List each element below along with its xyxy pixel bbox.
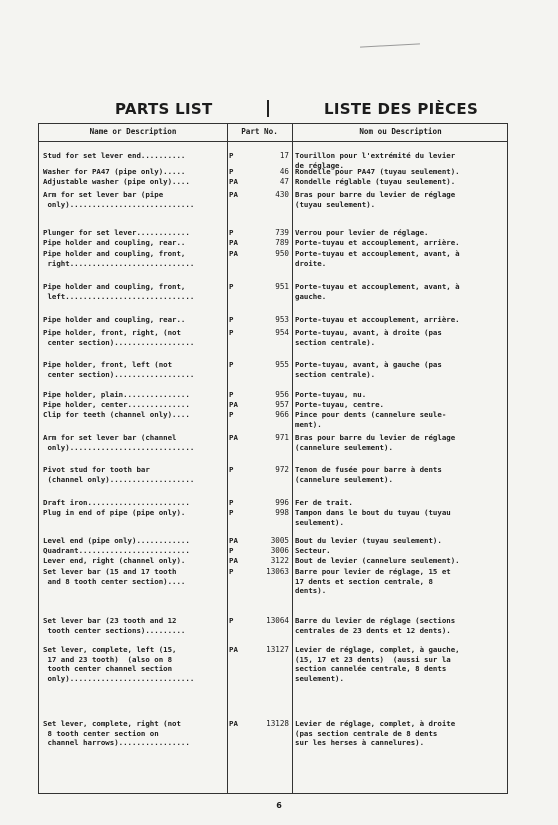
part-name-en: Arm for set lever bar (channel only)............................ bbox=[43, 433, 195, 452]
part-name-fr: Porte-tuyau, avant, à gauche (pas section centrale). bbox=[295, 360, 442, 379]
title-divider bbox=[267, 100, 269, 117]
part-prefix: P bbox=[229, 465, 234, 474]
part-prefix: PA bbox=[229, 177, 238, 186]
part-name-en: Pipe holder and coupling, rear.. bbox=[43, 315, 186, 324]
part-name-fr: Bras pour barre du levier de réglage (tuyau seulement). bbox=[295, 190, 456, 209]
part-name-fr: Porte-tuyau et accouplement, avant, à gauche. bbox=[295, 282, 460, 301]
part-name-en: Pipe holder, center.............. bbox=[43, 400, 190, 409]
part-prefix: P bbox=[229, 508, 234, 517]
part-prefix: P bbox=[229, 546, 234, 555]
part-prefix: P bbox=[229, 282, 234, 291]
part-name-fr: Pince pour dents (cannelure seule- ment). bbox=[295, 410, 447, 429]
part-name-en: Pivot stud for tooth bar (channel only)................... bbox=[43, 465, 195, 484]
part-name-fr: Bras pour barre du levier de réglage (cannelure seulement). bbox=[295, 433, 456, 452]
part-name-en: Plunger for set lever............ bbox=[43, 228, 190, 237]
part-name-fr: Barre du levier de réglage (sections centrales de 23 dents et 12 dents). bbox=[295, 616, 456, 635]
part-number: 3005 bbox=[270, 536, 289, 545]
part-name-en: Pipe holder and coupling, rear.. bbox=[43, 238, 186, 247]
parts-table bbox=[38, 123, 508, 794]
header-divider bbox=[39, 141, 507, 142]
part-number: 971 bbox=[275, 433, 289, 442]
part-name-fr: Tenon de fusée pour barre à dents (cannelure seulement). bbox=[295, 465, 442, 484]
part-number: 953 bbox=[275, 315, 289, 324]
part-name-en: Pipe holder, plain............... bbox=[43, 390, 190, 399]
part-number: 950 bbox=[275, 249, 289, 258]
column-divider bbox=[292, 124, 293, 793]
part-number: 13064 bbox=[266, 616, 289, 625]
part-name-fr: Bout du levier (tuyau seulement). bbox=[295, 536, 442, 545]
column-header-nom: Nom ou Description bbox=[359, 127, 442, 136]
part-name-fr: Fer de trait. bbox=[295, 498, 353, 507]
page-number: 6 bbox=[276, 801, 282, 810]
scan-mark bbox=[360, 43, 420, 47]
part-name-en: Set lever, complete, left (15, 17 and 23 tooth) (also on 8 tooth center channel section only)............................ bbox=[43, 645, 195, 683]
part-name-fr: Porte-tuyau, centre. bbox=[295, 400, 384, 409]
part-number: 430 bbox=[275, 190, 289, 199]
part-prefix: PA bbox=[229, 400, 238, 409]
part-name-en: Arm for set lever bar (pipe only)............................ bbox=[43, 190, 195, 209]
part-prefix: PA bbox=[229, 190, 238, 199]
part-name-en: Quadrant......................... bbox=[43, 546, 190, 555]
part-name-en: Draft iron....................... bbox=[43, 498, 190, 507]
title-french: LISTE DES PIÈCES bbox=[324, 100, 479, 118]
part-prefix: PA bbox=[229, 719, 238, 728]
part-name-en: Set lever bar (15 and 17 tooth and 8 tooth center section).... bbox=[43, 567, 186, 586]
part-name-fr: Tourillon pour l'extrémité du levier de réglage. bbox=[295, 151, 456, 170]
part-number: 17 bbox=[279, 151, 289, 160]
part-number: 13127 bbox=[266, 645, 289, 654]
column-divider bbox=[227, 124, 228, 793]
part-name-en: Washer for PA47 (pipe only)..... bbox=[43, 167, 186, 176]
part-name-en: Level end (pipe only)............ bbox=[43, 536, 190, 545]
part-name-fr: Secteur. bbox=[295, 546, 331, 555]
part-prefix: PA bbox=[229, 238, 238, 247]
part-name-fr: Porte-tuyau, avant, à droite (pas section centrale). bbox=[295, 328, 442, 347]
part-prefix: PA bbox=[229, 556, 238, 565]
part-number: 13128 bbox=[266, 719, 289, 728]
part-name-en: Pipe holder, front, right, (not center section).................. bbox=[43, 328, 195, 347]
part-number: 956 bbox=[275, 390, 289, 399]
part-prefix: P bbox=[229, 167, 234, 176]
title-english: PARTS LIST bbox=[115, 100, 213, 118]
part-name-en: Plug in end of pipe (pipe only). bbox=[43, 508, 186, 517]
part-number: 47 bbox=[279, 177, 289, 186]
part-prefix: P bbox=[229, 315, 234, 324]
part-name-en: Stud for set lever end.......... bbox=[43, 151, 186, 160]
part-name-en: Pipe holder, front, left (not center section).................. bbox=[43, 360, 195, 379]
part-number: 957 bbox=[275, 400, 289, 409]
part-name-fr: Porte-tuyau et accouplement, arrière. bbox=[295, 315, 460, 324]
part-number: 739 bbox=[275, 228, 289, 237]
part-prefix: P bbox=[229, 616, 234, 625]
part-prefix: P bbox=[229, 151, 234, 160]
part-name-en: Set lever bar (23 tooth and 12 tooth center sections)......... bbox=[43, 616, 186, 635]
column-header-name: Name or Description bbox=[89, 127, 177, 136]
part-name-fr: Verrou pour levier de réglage. bbox=[295, 228, 429, 237]
part-name-fr: Rondelle pour PA47 (tuyau seulement). bbox=[295, 167, 460, 176]
part-number: 955 bbox=[275, 360, 289, 369]
part-name-en: Pipe holder and coupling, front, right............................ bbox=[43, 249, 195, 268]
part-number: 3122 bbox=[270, 556, 289, 565]
title-bar bbox=[0, 100, 558, 122]
part-name-fr: Levier de réglage, complet, à droite (pas section centrale de 8 dents sur les herses à cannelures). bbox=[295, 719, 456, 748]
part-name-fr: Porte-tuyau et accouplement, avant, à droite. bbox=[295, 249, 460, 268]
part-number: 951 bbox=[275, 282, 289, 291]
part-number: 46 bbox=[279, 167, 289, 176]
part-prefix: PA bbox=[229, 433, 238, 442]
part-number: 3006 bbox=[270, 546, 289, 555]
part-prefix: P bbox=[229, 567, 234, 576]
part-prefix: P bbox=[229, 498, 234, 507]
part-prefix: P bbox=[229, 410, 234, 419]
part-name-fr: Porte-tuyau et accouplement, arrière. bbox=[295, 238, 460, 247]
part-prefix: P bbox=[229, 328, 234, 337]
column-header-part-no: Part No. bbox=[241, 127, 278, 136]
part-name-fr: Levier de réglage, complet, à gauche, (15, 17 et 23 dents) (aussi sur la section cannelée centrale, 8 dents seulement). bbox=[295, 645, 460, 683]
part-prefix: PA bbox=[229, 249, 238, 258]
part-number: 996 bbox=[275, 498, 289, 507]
part-prefix: PA bbox=[229, 536, 238, 545]
part-name-fr: Bout de levier (cannelure seulement). bbox=[295, 556, 460, 565]
part-prefix: P bbox=[229, 390, 234, 399]
part-name-fr: Tampon dans le bout du tuyau (tuyau seulement). bbox=[295, 508, 451, 527]
part-name-fr: Barre pour levier de réglage, 15 et 17 dents et section centrale, 8 dents). bbox=[295, 567, 451, 596]
part-prefix: PA bbox=[229, 645, 238, 654]
part-name-en: Pipe holder and coupling, front, left............................. bbox=[43, 282, 195, 301]
part-number: 998 bbox=[275, 508, 289, 517]
part-name-en: Set lever, complete, right (not 8 tooth center section on channel harrows)................ bbox=[43, 719, 190, 748]
part-name-fr: Porte-tuyau, nu. bbox=[295, 390, 367, 399]
part-prefix: P bbox=[229, 228, 234, 237]
part-name-fr: Rondelle réglable (tuyau seulement). bbox=[295, 177, 456, 186]
part-number: 13063 bbox=[266, 567, 289, 576]
part-number: 954 bbox=[275, 328, 289, 337]
part-number: 966 bbox=[275, 410, 289, 419]
part-number: 789 bbox=[275, 238, 289, 247]
part-prefix: P bbox=[229, 360, 234, 369]
part-name-en: Adjustable washer (pipe only).... bbox=[43, 177, 190, 186]
part-name-en: Clip for teeth (channel only).... bbox=[43, 410, 190, 419]
part-number: 972 bbox=[275, 465, 289, 474]
part-name-en: Lever end, right (channel only). bbox=[43, 556, 186, 565]
